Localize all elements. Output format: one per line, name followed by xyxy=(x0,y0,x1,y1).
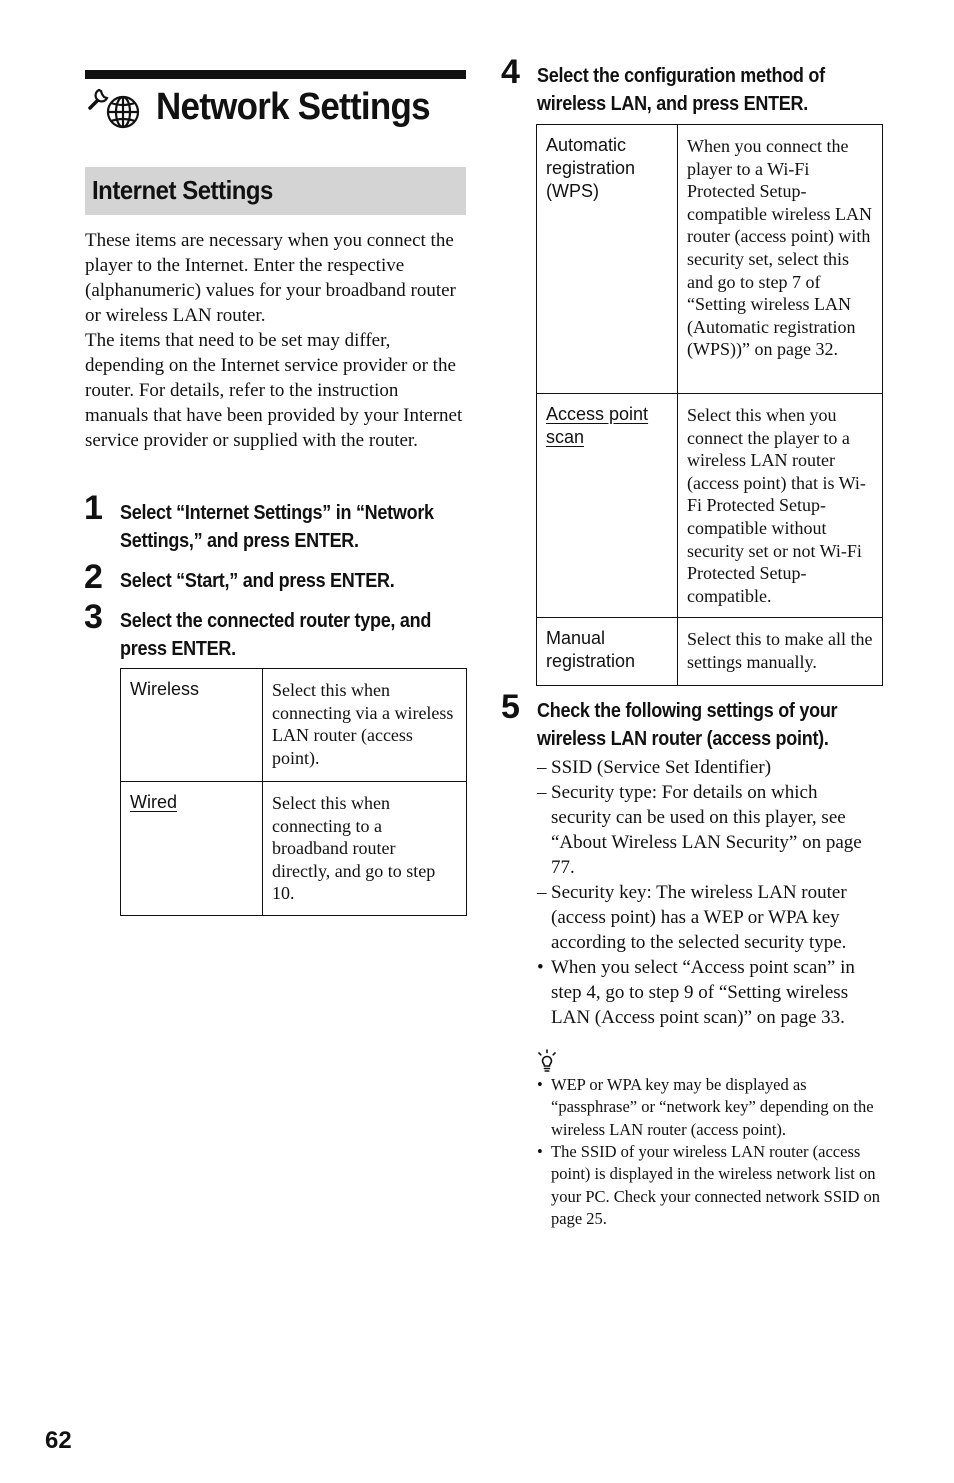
list-item-text: When you select “Access point scan” in step 4, go to step 9 of “Setting wireless LAN (Access point scan)” on page 33. xyxy=(551,957,855,1028)
wrench-globe-icon xyxy=(86,84,142,130)
step-5-text: Check the following settings of your wireless LAN router (access point). xyxy=(537,700,838,750)
list-item xyxy=(537,755,881,780)
note-text: WEP or WPA key may be displayed as “passphrase” or “network key” depending on the wireless LAN router (access point). xyxy=(551,1075,874,1139)
method-scan-desc: Select this when you connect the player to a wireless LAN router (access point) that is Wi-Fi Protected Setup-compatible without security set or not Wi-Fi Protected Setup-compatible. xyxy=(678,394,883,618)
list-item-text: Security type: For details on which security can be used on this player, see “About Wireless LAN Security” on page 77. xyxy=(551,782,862,878)
step-3-number: 3 xyxy=(84,598,103,636)
table-row xyxy=(537,394,883,618)
step-4-number: 4 xyxy=(501,53,520,91)
method-scan-label: Access point scan xyxy=(546,404,649,447)
method-wps-desc: When you connect the player to a Wi-Fi Protected Setup-compatible wireless LAN router (access point) with security set, select this and go to step 7 of “Setting wireless LAN (Automatic registration (WPS))” on page 32. xyxy=(678,125,883,394)
router-wired-label: Wired xyxy=(130,792,178,812)
table-row xyxy=(121,669,467,782)
note-marker: • xyxy=(537,1142,543,1161)
list-marker: • xyxy=(537,957,544,978)
router-type-table xyxy=(120,668,467,916)
intro-paragraph-1: These items are necessary when you connect the player to the Internet. Enter the respective (alphanumeric) values for your broadband router or wireless LAN router. xyxy=(85,230,456,326)
list-marker: – xyxy=(537,782,547,803)
note-marker: • xyxy=(537,1075,543,1094)
router-wired-desc: Select this when connecting to a broadband router directly, and go to step 10. xyxy=(263,782,467,916)
header-rule xyxy=(85,70,466,79)
list-item-text: Security key: The wireless LAN router (access point) has a WEP or WPA key according to the selected security type. xyxy=(551,882,847,953)
list-item xyxy=(537,880,881,955)
method-manual-desc: Select this to make all the settings manually. xyxy=(678,618,883,686)
list-item xyxy=(537,955,881,1030)
method-scan-cell xyxy=(537,394,678,618)
table-row xyxy=(537,125,883,394)
section-title: Internet Settings xyxy=(92,175,273,205)
config-method-table xyxy=(536,124,883,686)
hint-note xyxy=(537,1074,883,1141)
hint-note xyxy=(537,1141,883,1231)
step-3-text: Select the connected router type, and press ENTER. xyxy=(120,610,432,660)
method-wps-label: Automatic registration (WPS) xyxy=(537,125,678,394)
method-manual-label: Manual registration xyxy=(537,618,678,686)
router-wireless-label: Wireless xyxy=(121,669,263,782)
page-title: Network Settings xyxy=(156,86,430,128)
note-text: The SSID of your wireless LAN router (access point) is displayed in the wireless network list on your PC. Check your connected network SSID on page 25. xyxy=(551,1142,881,1229)
intro-text xyxy=(85,228,466,453)
step-1-text: Select “Internet Settings” in “Network Settings,” and press ENTER. xyxy=(120,502,434,552)
list-item xyxy=(537,780,881,880)
step-2-text: Select “Start,” and press ENTER. xyxy=(120,570,395,592)
list-marker: – xyxy=(537,757,547,778)
lightbulb-hint-icon xyxy=(537,1049,557,1073)
step-5-number: 5 xyxy=(501,688,520,726)
step-1-number: 1 xyxy=(84,489,103,527)
page-number: 62 xyxy=(45,1427,72,1454)
step-4-text: Select the configuration method of wireless LAN, and press ENTER. xyxy=(537,65,825,115)
list-marker: – xyxy=(537,882,547,903)
list-item-text: SSID (Service Set Identifier) xyxy=(551,757,772,778)
intro-paragraph-2: The items that need to be set may differ, depending on the Internet service provider or the router. For details, refer to the instruction manuals that have been provided by your Internet service provider or supplied with the router. xyxy=(85,330,463,451)
router-wireless-desc: Select this when connecting via a wireless LAN router (access point). xyxy=(263,669,467,782)
table-row xyxy=(537,618,883,686)
step-2-number: 2 xyxy=(84,558,103,596)
router-wired-cell xyxy=(121,782,263,916)
table-row xyxy=(121,782,467,916)
